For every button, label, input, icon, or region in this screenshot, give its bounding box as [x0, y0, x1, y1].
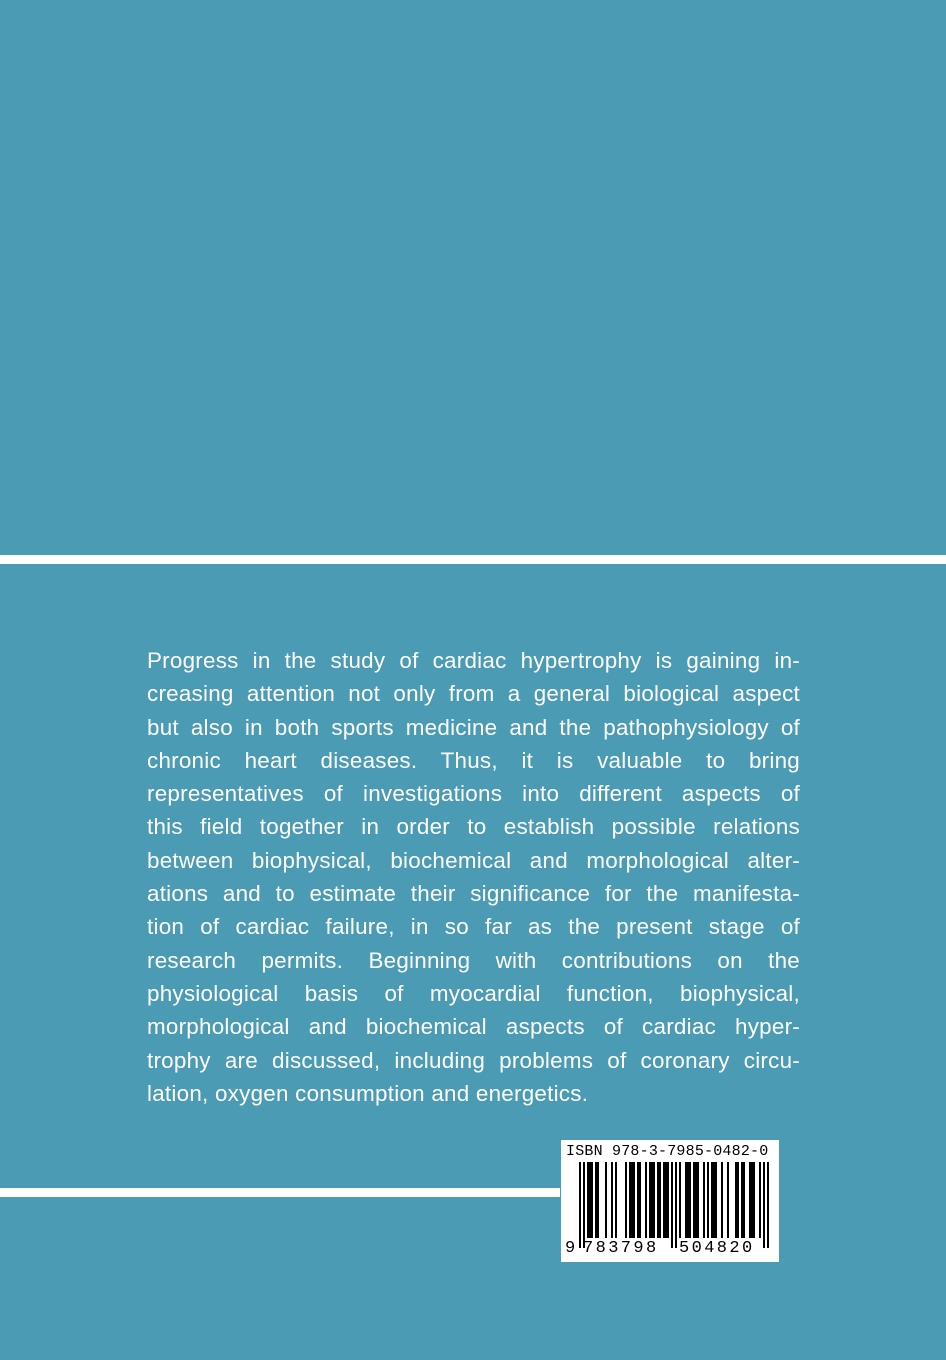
barcode-bar	[693, 1162, 695, 1238]
barcode-bar	[663, 1162, 665, 1238]
description-line: Progress in the study of cardiac hypertrophy is gaining in-	[147, 648, 800, 673]
barcode-bar	[629, 1162, 631, 1238]
top-divider-rule	[0, 555, 946, 564]
barcode-bar	[637, 1162, 639, 1238]
barcode-bar	[631, 1162, 633, 1238]
ean-first-digit: 9	[565, 1239, 576, 1258]
barcode-bar	[589, 1162, 591, 1238]
description-line: morphological and biochemical aspects of cardiac hyper-	[147, 1014, 800, 1040]
barcode-bar	[697, 1162, 699, 1238]
barcode-bar	[651, 1162, 653, 1238]
barcode-bar	[751, 1162, 753, 1238]
barcode-bar	[657, 1162, 659, 1238]
description-line: research permits. Beginning with contributions on the	[147, 947, 800, 973]
barcode-bar	[727, 1162, 729, 1238]
barcode-bar	[749, 1162, 751, 1238]
isbn-barcode	[561, 1140, 779, 1262]
description-line: but also in both sports medicine and the pathophysiology of	[147, 714, 800, 740]
barcode-bar	[695, 1162, 697, 1238]
barcode-bar	[707, 1162, 709, 1238]
barcode-bar	[633, 1162, 635, 1238]
barcode-bar	[605, 1162, 607, 1238]
barcode-bar	[615, 1162, 617, 1238]
barcode-bar	[649, 1162, 651, 1238]
description-line: trophy are discussed, including problems of coronary circu-	[147, 1047, 800, 1073]
barcode-bar	[703, 1162, 705, 1238]
barcode-bar	[753, 1162, 755, 1238]
description-line: creasing attention not only from a general biological aspect	[147, 681, 800, 707]
barcode-bar	[715, 1162, 717, 1238]
barcode-bar	[743, 1162, 745, 1238]
barcode-guard-bar	[579, 1162, 581, 1248]
barcode-bar	[721, 1162, 723, 1238]
description-line: lation, oxygen consumption and energetics.	[147, 1080, 589, 1106]
barcode-guard-bar	[671, 1162, 673, 1248]
barcode-bar	[711, 1162, 713, 1238]
isbn-label: ISBN 978-3-7985-0482-0	[566, 1143, 769, 1160]
barcode-bar	[587, 1162, 589, 1238]
description-line: representatives of investigations into different aspects of	[147, 781, 800, 807]
bottom-divider-rule	[0, 1188, 560, 1197]
barcode-bar	[665, 1162, 667, 1238]
description-line: chronic heart diseases. Thus, it is valuable to bring	[147, 747, 800, 773]
barcode-guard-bar	[675, 1162, 677, 1248]
barcode-bar	[759, 1162, 761, 1238]
barcode-bar	[611, 1162, 613, 1238]
barcode-bar	[735, 1162, 737, 1238]
barcode-guard-bar	[583, 1162, 585, 1248]
barcode-bar	[687, 1162, 689, 1238]
barcode-bar	[679, 1162, 681, 1238]
barcode-bar	[639, 1162, 641, 1238]
description-line: physiological basis of myocardial function, biophysical,	[147, 980, 800, 1006]
barcode-bar	[591, 1162, 593, 1238]
barcode-guard-bar	[763, 1162, 765, 1248]
barcode-bar	[597, 1162, 599, 1238]
description-line: this field together in order to establish possible relations	[147, 814, 800, 840]
barcode-bar	[659, 1162, 661, 1238]
barcode-guard-bar	[767, 1162, 769, 1248]
description-line: between biophysical, biochemical and morphological alter-	[147, 847, 800, 873]
barcode-bar	[625, 1162, 627, 1238]
barcode-bar	[685, 1162, 687, 1238]
description-line: ations and to estimate their significance for the manifesta-	[147, 881, 800, 907]
book-description	[147, 644, 800, 1110]
description-line: tion of cardiac failure, in so far as the present stage of	[147, 914, 800, 940]
barcode-bar	[689, 1162, 691, 1238]
barcode-bar	[713, 1162, 715, 1238]
barcode-bar	[737, 1162, 739, 1238]
ean-right-digits: 504820	[679, 1239, 755, 1258]
barcode-bar	[645, 1162, 647, 1238]
barcode-bar	[667, 1162, 669, 1238]
ean-left-digits: 783798	[583, 1239, 659, 1258]
barcode-bar	[595, 1162, 597, 1238]
barcode-bar	[653, 1162, 655, 1238]
barcode-bar	[741, 1162, 743, 1238]
